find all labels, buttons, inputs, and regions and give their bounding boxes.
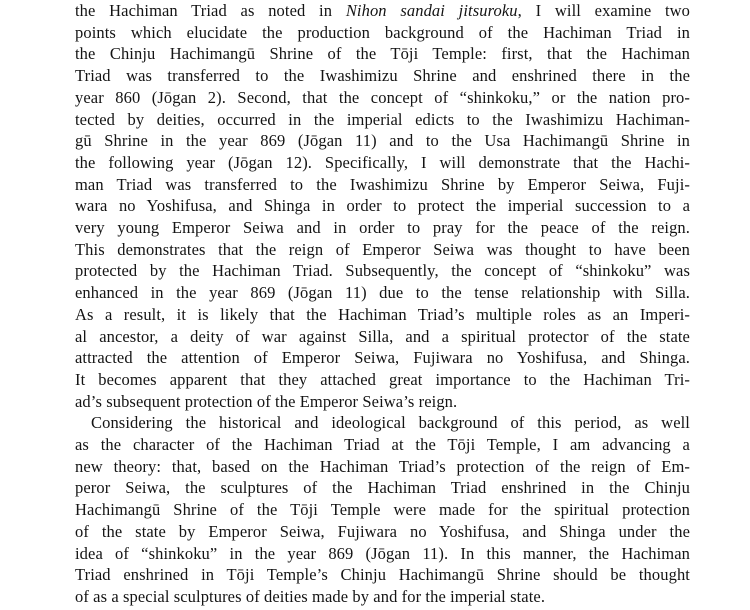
text-line: man Triad was transferred to the Iwashimizu Shrine by Emperor Seiwa, Fuji- [75, 174, 690, 194]
text-line: enhanced in the year 869 (Jōgan 11) due to the tense relationship with Silla. [75, 283, 690, 303]
text-line: as the character of the Hachiman Triad at the Tōji Temple, I am advancing a [75, 435, 690, 455]
text-line: attracted the attention of Emperor Seiwa, Fujiwara no Yoshifusa, and Shinga. [75, 348, 690, 368]
text-line: idea of “shinkoku” in the year 869 (Jōgan 11). In this manner, the Hachiman [75, 543, 690, 563]
document-page [75, 0, 690, 608]
text-line: Triad was transferred to the Iwashimizu Shrine and enshrined there in the [75, 66, 690, 86]
text-line: of the state by Emperor Seiwa, Fujiwara no Yoshifusa, and Shinga under the [75, 521, 690, 541]
text-line: tected by deities, occurred in the imperial edicts to the Iwashimizu Hachiman- [75, 109, 690, 129]
text-line: gū Shrine in the year 869 (Jōgan 11) and to the Usa Hachimangū Shrine in [75, 131, 690, 151]
text-line: This demonstrates that the reign of Emperor Seiwa was thought to have been [75, 239, 690, 259]
text-line: al ancestor, a deity of war against Silla, and a spiritual protector of the state [75, 326, 690, 346]
text-line: Considering the historical and ideological background of this period, as well [91, 413, 690, 433]
paragraph-2 [75, 412, 690, 607]
text-line: Hachimangū Shrine of the Tōji Temple were made for the spiritual protection [75, 500, 690, 520]
text-line: protected by the Hachiman Triad. Subsequently, the concept of “shinkoku” was [75, 261, 690, 281]
text-line: ad’s subsequent protection of the Emperor Seiwa’s reign. [75, 391, 458, 411]
text-line: wara no Yoshifusa, and Shinga in order to protect the imperial succession to a [75, 196, 690, 216]
text-line: the following year (Jōgan 12). Specifically, I will demonstrate that the Hachi- [75, 152, 690, 172]
text-line: the Chinju Hachimangū Shrine of the Tōji Temple: first, that the Hachiman [75, 44, 690, 64]
text-line: It becomes apparent that they attached great importance to the Hachiman Tri- [75, 369, 690, 389]
italic-title: Nihon sandai jitsuroku [345, 1, 518, 20]
text-line [75, 0, 690, 22]
text-line: peror Seiwa, the sculptures of the Hachiman Triad enshrined in the Chinju [75, 478, 690, 498]
text-line: year 860 (Jōgan 2). Second, that the concept of “shinkoku,” or the nation pro- [75, 87, 690, 107]
text-segment: the Hachiman Triad as noted in [75, 1, 346, 20]
paragraph-1 [75, 0, 690, 412]
text-line: of as a special sculptures of deities made by and for the imperial state. [75, 586, 546, 606]
text-segment: , I will examine two [517, 1, 690, 20]
text-line: As a result, it is likely that the Hachiman Triad’s multiple roles as an Imperi- [75, 304, 690, 324]
text-line: points which elucidate the production background of the Hachiman Triad in [75, 22, 690, 42]
text-line: very young Emperor Seiwa and in order to pray for the peace of the reign. [75, 218, 690, 238]
text-line: Triad enshrined in Tōji Temple’s Chinju Hachimangū Shrine should be thought [75, 565, 690, 585]
text-line: new theory: that, based on the Hachiman Triad’s protection of the reign of Em- [75, 456, 690, 476]
